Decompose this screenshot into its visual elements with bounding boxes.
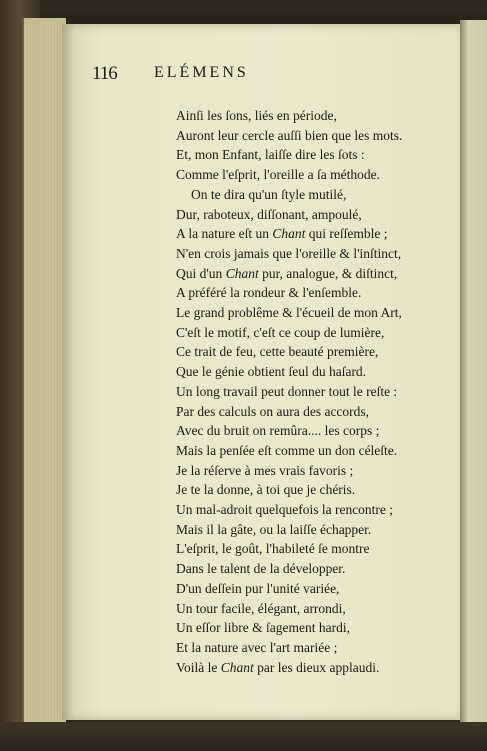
verse-line: Mais il la gâte, ou la laiſſe échapper. <box>176 522 372 537</box>
verse-line: Ce trait de feu, cette beauté première, <box>176 344 379 359</box>
verse-line: A préféré la rondeur & l'enſemble. <box>176 285 362 300</box>
verse-line <box>176 659 379 676</box>
verse-line <box>176 265 397 282</box>
verse-line-text: pur, analogue, & diſtinct, <box>258 266 398 281</box>
verse-line <box>176 225 387 242</box>
page-number: 116 <box>92 63 117 84</box>
verse-line: D'un deſſein pur l'unité variée, <box>176 581 340 596</box>
verse-line: Je te la donne, à toi que je chéris. <box>176 482 356 497</box>
italic-word: Chant <box>272 226 306 241</box>
verse-line: Et la nature avec l'art mariée ; <box>176 640 338 655</box>
verse-line: Par des calculs on aura des accords, <box>176 404 370 419</box>
verse-line: On te dira qu'un ſtyle mutilé, <box>191 187 347 202</box>
verse-line: Je la réſerve à mes vrais favoris ; <box>176 463 354 478</box>
verse-line: Auront leur cercle auſſi bien que les mots. <box>176 128 403 143</box>
verse-line: Ainſi les ſons, liés en période, <box>176 108 337 123</box>
verse-line: Dans le talent de la développer. <box>176 561 346 576</box>
verse-line: Que le génie obtient ſeul du haſard. <box>176 364 367 379</box>
verse-line-text: A la nature eſt un <box>176 226 273 241</box>
verse-line: Dur, raboteux, diſſonant, ampoulé, <box>176 207 362 222</box>
verse-line: Comme l'eſprit, l'oreille a ſa méthode. <box>176 167 380 182</box>
verse-line: Avec du bruit on remûra.... les corps ; <box>176 423 380 438</box>
verse-line-text: qui reſſemble ; <box>305 226 388 241</box>
verse-line: L'eſprit, le goût, l'habileté ſe montre <box>176 541 370 556</box>
verse-line: C'eſt le motif, c'eſt ce coup de lumière, <box>176 325 385 340</box>
verse-line: Un eſſor libre & ſagement hardi, <box>176 620 350 635</box>
italic-word: Chant <box>225 266 259 281</box>
running-head: ELÉMENS <box>154 64 249 81</box>
italic-word: Chant <box>220 660 254 675</box>
verse-line-text: par les dieux applaudi. <box>253 660 380 675</box>
verse-line: Et, mon Enfant, laiſſe dire les ſots : <box>176 147 365 162</box>
verse-line-text: Voilà le <box>176 660 221 675</box>
verse-line: Un long travail peut donner tout le reſte : <box>176 384 398 399</box>
verse-line: Le grand problême & l'écueil de mon Art, <box>176 305 402 320</box>
verse-line: Un tour facile, élégant, arrondi, <box>176 601 346 616</box>
verse-line: N'en crois jamais que l'oreille & l'inſtinct, <box>176 246 402 261</box>
verse-line-text: Qui d'un <box>176 266 226 281</box>
verse-line: Mais la penſée eſt comme un don céleſte. <box>176 443 398 458</box>
verse-line: Un mal-adroit quelquefois la rencontre ; <box>176 502 394 517</box>
